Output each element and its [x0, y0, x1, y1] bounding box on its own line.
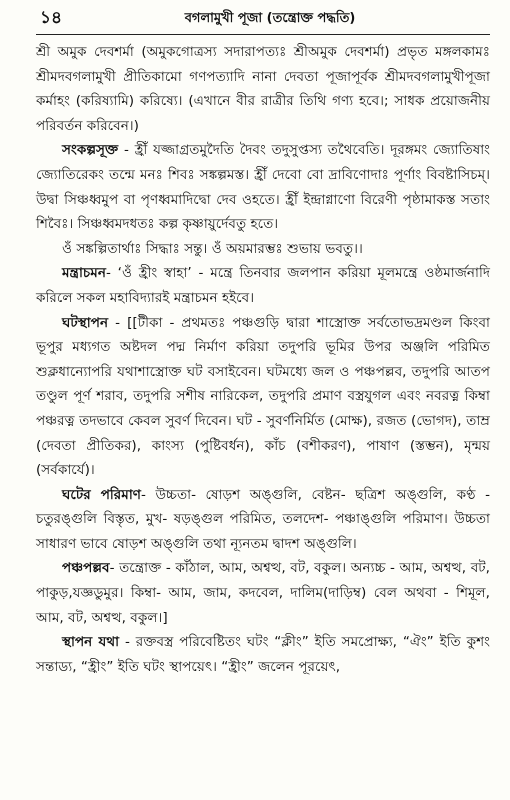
page-number: ১৪	[40, 8, 63, 28]
paragraph-sankalpa-sukta	[36, 138, 490, 236]
page-header	[40, 6, 490, 32]
paragraph-ghata-parimana	[36, 483, 490, 557]
paragraph-text: - রক্তবস্ত্র পরিবেষ্টিতং ঘটং “ক্লীং” ইতি সমপ্রোক্ষ্য, “ঐং” ইতি কুশং সন্তাড্য, “হ্রীং” ইতি ঘটং স্থাপয়েৎ। “হ্রীং” জলেন পূরয়েৎ,	[36, 634, 490, 675]
paragraph-pancha-pallava	[36, 556, 490, 630]
paragraph-text: - উচ্চতা- ষোড়শ অঙ্গুলি, বেষ্টন- ছত্রিশ অঙ্গুলি, কণ্ঠ - চতুরঙ্গুলি বিস্তৃত, মুখ- ষড়ঙ্গুল পরিমিত, তলদেশ- পঞ্চাঙ্গুলি পরিমাণ। উচ্চতা সাধারণ ভাবে ষোড়শ অঙ্গুলি তথা ন্যূনতম দ্বাদশ অঙ্গুলি।	[36, 486, 490, 552]
paragraph-ghata-sthapan	[36, 311, 490, 483]
paragraph-text: - হ্রীঁ যজ্জাগ্রতমুদৈতি দৈবং তদুসুপ্তস্য তথৈবেতি। দূরঙ্গমং জ্যোতিষাং জ্যোতিরেকং তন্মে মনঃ শিবঃ সঙ্কল্পমস্ত। হ্রীঁ দেবো বো দ্রাবিণোদাঃ পূর্ণাং বিবষ্টাসিচম্। উদ্বা সিঞ্চধ্বমুপ বা পৃণধ্বমাদিদ্বো দেব ওহতে। হ্রীঁ ইন্দ্রাগ্নাণো বিরেণী পৃষ্ঠামাকস্ত সতাং শিবৈঃ। সিঞ্চধ্বমদধতঃ কল্প কৃষ্ণায়ুর্দেবতু হতে।	[36, 142, 490, 233]
paragraph-text: শ্রী অমুক দেবশর্মা (অমুকগোত্রস্য সদারাপত্যঃ শ্রীঅমুক দেবশর্মা) প্রভৃত মঙ্গলকামঃ শ্রীমদবগলামুখী প্রীতিকামো গণপত্যাদি নানা দেবতা পূজাপূর্বক শ্রীমদবগলামুখীপূজা কর্মাহং (করিষ্যামি) করিষ্যে। (এখানে বীর রাত্রীর তিথি গণ্য হবে।; সাধক প্রয়োজনীয় পরিবর্তন করিবেন।)	[36, 44, 490, 134]
section-heading: মন্ত্রাচমন	[62, 265, 106, 282]
section-heading: স্থাপন যথা	[62, 634, 120, 651]
paragraph-text: ওঁ সঙ্কল্পিতার্থাঃ সিদ্ধাঃ সন্তু। ওঁ অয়মারম্ভঃ শুভায় ভবতু।।	[62, 240, 363, 257]
running-title: বগলামুখী পূজা (তন্ত্রোক্ত পদ্ধতি)	[184, 10, 356, 26]
paragraph-sthapan-yatha	[36, 630, 490, 679]
header-rule	[36, 34, 490, 35]
paragraph-intro	[36, 40, 490, 138]
paragraph-mantra-achaman	[36, 261, 490, 310]
paragraph-text: - [[টীকা - প্রথমতঃ পঞ্চগুড়ি দ্বারা শাস্ত্রোক্ত সর্বতোভদ্রমণ্ডল কিংবা ভূপুর মধ্যগত অষ্টদল পদ্ম নির্মাণ করিয়া তদুপরি ভূমির উপর অঞ্জলি পরিমিত শুক্লধান্যোপরি যথাশাস্ত্রোক্ত ঘট বসাইবেন। ঘটমধ্যে জল ও পঞ্চপল্লব, তদুপরি আতপ তণ্ডুল পূর্ণ শরাব, তদুপরি সশীষ নারিকেল, তদুপরি প্রমাণ বস্ত্রযুগল এবং নবরত্ন কিম্বা পঞ্চরত্ন তদভাবে কেবল সুবর্ণ দিবেন। ঘট - সুবর্ণনির্মিত (মোক্ষ), রজত (ভোগদ), তাম্র (দেবতা প্রীতিকর), কাংস্য (পুষ্টিবর্ধন), কাঁচ (বশীকরণ), পাষাণ (স্তম্ভন), মৃন্ময় (সর্বকার্যে)।	[36, 314, 490, 479]
paragraph-text: - ‘ওঁ হ্রীং স্বাহা’ - মন্ত্রে তিনবার জলপান করিয়া মূলমন্ত্রে ওষ্ঠমার্জনাদি করিলে সকল মহাবিদ্যারই মন্ত্রাচমন হইবে।	[36, 265, 490, 306]
paragraph-sankalpa-close	[36, 237, 490, 262]
section-heading: ঘটস্থাপন	[62, 314, 109, 331]
paragraph-text: - তন্ত্রোক্ত - কাঁঠাল, আম, অশ্বত্থ, বট, বকুল। অন্যচ্চ - আম, অশ্বত্থ, বট, পাকুড়,যজ্ঞডুমুর। কিম্বা- আম, জাম, কদবেল, দালিম(দাড়িম্ব) বেল অথবা - শিমূল, আম, বট, অশ্বত্থ, বকুল।]	[36, 560, 490, 626]
section-heading: ঘটের পরিমাণ	[62, 486, 141, 503]
page-body	[36, 40, 490, 679]
section-heading: সংকল্পসূক্ত	[62, 142, 119, 159]
section-heading: পঞ্চপল্লব	[62, 560, 110, 577]
